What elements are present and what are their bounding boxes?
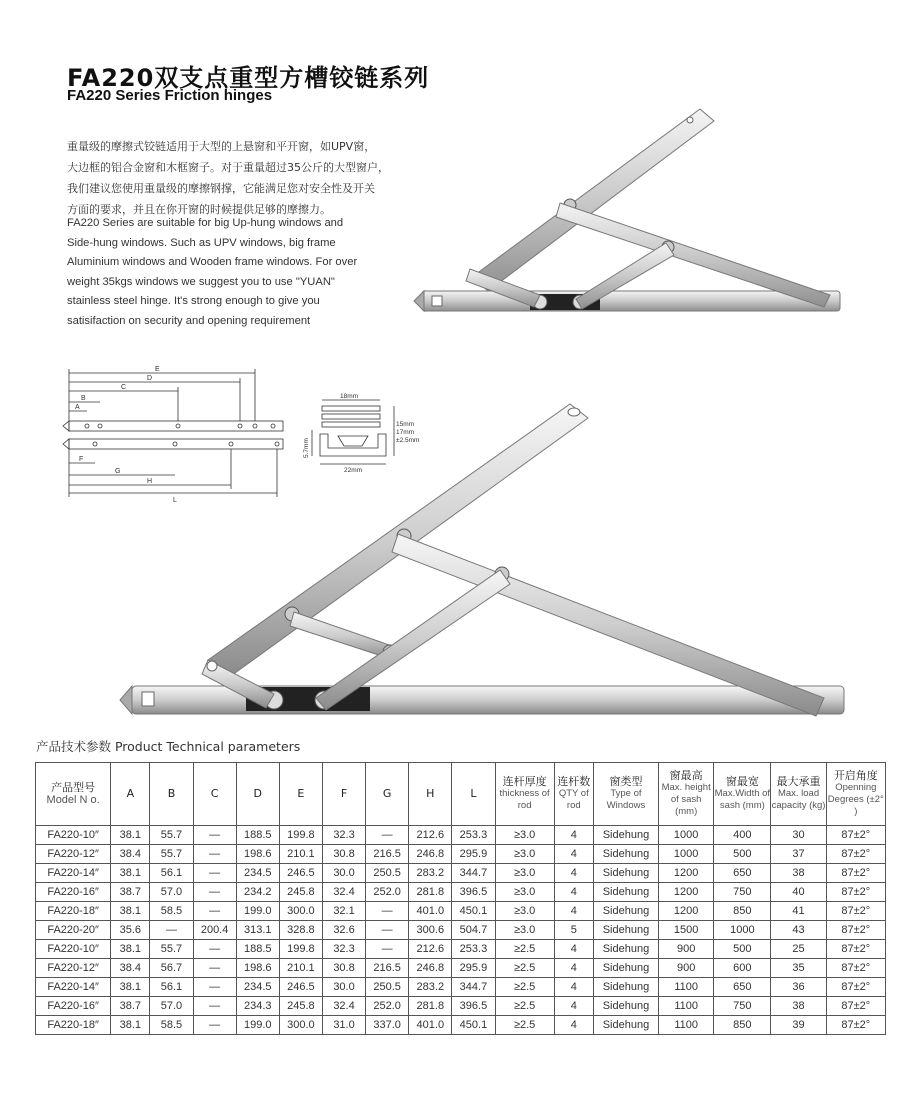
table-cell: 38.1 (111, 864, 150, 883)
table-cell: 450.1 (452, 902, 495, 921)
table-cell: — (193, 959, 236, 978)
table-cell: 38.7 (111, 883, 150, 902)
table-cell: 313.1 (236, 921, 279, 940)
table-cell: 87±2° (826, 826, 885, 845)
table-cell: 1100 (659, 1016, 714, 1035)
header-d (236, 763, 279, 826)
table-cell: ≥2.5 (495, 978, 554, 997)
table-cell: 30.8 (322, 959, 365, 978)
table-cell: 650 (714, 864, 771, 883)
table-cell: 750 (714, 883, 771, 902)
header-en: Max. height of sash (mm) (661, 782, 711, 817)
table-cell: 400 (714, 826, 771, 845)
header-max-width (714, 763, 771, 826)
table-cell: 234.3 (236, 997, 279, 1016)
table-cell: 1500 (659, 921, 714, 940)
table-cell: FA220-18″ (36, 902, 111, 921)
table-cell: 401.0 (409, 902, 452, 921)
table-cell: 4 (554, 997, 593, 1016)
table-cell: 87±2° (826, 883, 885, 902)
table-row (36, 883, 886, 902)
table-cell: 87±2° (826, 978, 885, 997)
table-cell: 37 (771, 845, 826, 864)
table-cell: 32.1 (322, 902, 365, 921)
table-cell: 504.7 (452, 921, 495, 940)
header-en: Openning Degrees (±2° ) (827, 782, 884, 817)
table-cell: Sidehung (593, 864, 658, 883)
header-cn: G (382, 787, 392, 800)
table-cell: — (193, 940, 236, 959)
table-cell: 57.0 (150, 997, 193, 1016)
profile-label-18mm: 18mm (340, 393, 359, 400)
table-cell: FA220-10″ (36, 826, 111, 845)
table-cell: 199.8 (279, 940, 322, 959)
profile-label-15mm: 15mm (396, 421, 415, 428)
table-cell: 199.0 (236, 902, 279, 921)
table-cell: 38.1 (111, 826, 150, 845)
table-cell: — (193, 845, 236, 864)
intro-en-line: Aluminium windows and Wooden frame windows. For over (67, 256, 358, 268)
table-cell: — (193, 978, 236, 997)
table-cell: 281.8 (409, 883, 452, 902)
table-cell: Sidehung (593, 902, 658, 921)
table-cell: FA220-14″ (36, 978, 111, 997)
table-cell: 283.2 (409, 864, 452, 883)
table-cell: 216.5 (366, 845, 409, 864)
header-c (193, 763, 236, 826)
table-cell: 38.1 (111, 940, 150, 959)
table-cell: 850 (714, 902, 771, 921)
table-cell: 198.6 (236, 959, 279, 978)
table-cell: 38.1 (111, 902, 150, 921)
profile-label-tolerance: ±2.5mm (396, 437, 420, 444)
table-cell: Sidehung (593, 978, 658, 997)
dim-label-d: D (147, 375, 153, 382)
header-en: thickness of rod (499, 788, 550, 811)
table-cell: 57.0 (150, 883, 193, 902)
dim-label-g: G (115, 468, 121, 475)
table-cell: 32.4 (322, 997, 365, 1016)
table-cell: 25 (771, 940, 826, 959)
header-l (452, 763, 495, 826)
header-cn: 开启角度 (833, 769, 878, 782)
hinge-photo-small (410, 95, 850, 335)
header-cn: 产品型号 (51, 781, 96, 794)
dim-label-e: E (155, 366, 160, 373)
table-cell: — (193, 1016, 236, 1035)
table-cell: 500 (714, 940, 771, 959)
dim-label-b: B (81, 395, 86, 402)
table-cell: 234.2 (236, 883, 279, 902)
table-cell: Sidehung (593, 997, 658, 1016)
table-cell: 246.8 (409, 845, 452, 864)
intro-cn-line: 大边框的铝合金窗和木框窗子。对于重量超过35公斤的大型窗户， (67, 161, 389, 174)
intro-cn-line: 重量级的摩擦式铰链适用于大型的上悬窗和平开窗，如UPV窗， (67, 140, 376, 153)
table-cell: 4 (554, 883, 593, 902)
table-cell: 283.2 (409, 978, 452, 997)
header-en: Max. load capacity (kg) (771, 788, 826, 811)
header-cn: 窗最宽 (725, 775, 759, 788)
table-cell: 4 (554, 845, 593, 864)
table-cell: Sidehung (593, 845, 658, 864)
header-rod-qty (554, 763, 593, 826)
header-cn: A (126, 787, 135, 800)
table-cell: 31.0 (322, 1016, 365, 1035)
table-cell: 500 (714, 845, 771, 864)
table-cell: 396.5 (452, 997, 495, 1016)
intro-english (67, 214, 412, 331)
table-cell: 450.1 (452, 1016, 495, 1035)
table-cell: 30.0 (322, 864, 365, 883)
header-max-height (659, 763, 714, 826)
table-cell: ≥3.0 (495, 902, 554, 921)
table-cell: 212.6 (409, 940, 452, 959)
header-max-load (771, 763, 826, 826)
table-cell: 30 (771, 826, 826, 845)
table-cell: 188.5 (236, 940, 279, 959)
header-b (150, 763, 193, 826)
table-cell: 38.1 (111, 1016, 150, 1035)
table-cell: 39 (771, 1016, 826, 1035)
table-cell: 234.5 (236, 978, 279, 997)
table-cell: ≥2.5 (495, 1016, 554, 1035)
dim-label-c: C (121, 384, 127, 391)
table-cell: Sidehung (593, 940, 658, 959)
table-cell: 32.4 (322, 883, 365, 902)
header-opening-degrees (826, 763, 885, 826)
table-cell: 35.6 (111, 921, 150, 940)
table-cell: 40 (771, 883, 826, 902)
table-cell: 55.7 (150, 826, 193, 845)
header-en: Type of Windows (606, 788, 646, 811)
table-cell: 41 (771, 902, 826, 921)
table-cell: 216.5 (366, 959, 409, 978)
table-cell: FA220-12″ (36, 959, 111, 978)
table-cell: 4 (554, 1016, 593, 1035)
header-cn: H (426, 787, 435, 800)
table-cell: ≥2.5 (495, 959, 554, 978)
table-cell: 246.5 (279, 978, 322, 997)
header-en: Max.Width of sash (mm) (714, 788, 771, 811)
table-cell: 1000 (714, 921, 771, 940)
table-cell: 253.3 (452, 826, 495, 845)
intro-en-line: weight 35kgs windows we suggest you to use "YUAN" (67, 275, 335, 288)
dim-label-l: L (173, 497, 177, 504)
spec-table (35, 762, 886, 1035)
header-cn: D (253, 787, 262, 800)
table-cell: 850 (714, 1016, 771, 1035)
header-cn: L (470, 787, 477, 800)
header-a (111, 763, 150, 826)
table-cell: 87±2° (826, 902, 885, 921)
table-cell: 87±2° (826, 845, 885, 864)
table-cell: 30.8 (322, 845, 365, 864)
profile-label-22mm: 22mm (344, 467, 363, 474)
table-cell: 55.7 (150, 940, 193, 959)
intro-en-line: satisifaction on security and opening requirement (67, 314, 311, 327)
table-cell: 234.5 (236, 864, 279, 883)
header-cn: 连杆厚度 (502, 775, 547, 788)
header-cn: B (167, 787, 176, 800)
table-cell: 199.8 (279, 826, 322, 845)
table-row (36, 1016, 886, 1035)
table-cell: 600 (714, 959, 771, 978)
header-cn: 窗最高 (669, 769, 703, 782)
table-cell: 396.5 (452, 883, 495, 902)
table-cell: 245.8 (279, 997, 322, 1016)
table-cell: 38.4 (111, 845, 150, 864)
table-cell: 56.7 (150, 959, 193, 978)
intro-cn-line: 我们建议您使用重量级的摩擦钢撑，它能满足您对安全性及开关 (67, 182, 375, 195)
table-cell: — (366, 902, 409, 921)
table-cell: 4 (554, 826, 593, 845)
table-cell: Sidehung (593, 921, 658, 940)
table-cell: 38.4 (111, 959, 150, 978)
table-cell: 1100 (659, 997, 714, 1016)
header-e (279, 763, 322, 826)
table-cell: — (193, 826, 236, 845)
table-cell: ≥2.5 (495, 940, 554, 959)
dim-label-a: A (75, 404, 80, 411)
header-en: QTY of rod (558, 788, 589, 811)
table-cell: 38 (771, 997, 826, 1016)
table-cell: Sidehung (593, 1016, 658, 1035)
table-cell: Sidehung (593, 883, 658, 902)
intro-cn-line: 方面的要求，并且在你开窗的时候提供足够的摩擦力。 (67, 203, 331, 216)
table-cell: 750 (714, 997, 771, 1016)
intro-en-line: FA220 Series are suitable for big Up-hung windows and (67, 217, 344, 229)
profile-label-17mm: 17mm (396, 429, 415, 436)
table-cell: 650 (714, 978, 771, 997)
table-cell: 32.6 (322, 921, 365, 940)
table-cell: FA220-20″ (36, 921, 111, 940)
table-cell: 1200 (659, 864, 714, 883)
spec-table-body (36, 826, 886, 1035)
profile-label-5-7mm: 5.7mm (303, 438, 310, 458)
intro-en-line: Side-hung windows. Such as UPV windows, big frame (67, 236, 336, 249)
table-cell: 38.1 (111, 978, 150, 997)
table-row (36, 921, 886, 940)
table-row (36, 997, 886, 1016)
header-cn: C (210, 787, 219, 800)
table-cell: 210.1 (279, 959, 322, 978)
page-title: FA220双支点重型方槽铰链系列 (67, 64, 430, 92)
table-cell: 337.0 (366, 1016, 409, 1035)
table-cell: 199.0 (236, 1016, 279, 1035)
table-cell: 58.5 (150, 1016, 193, 1035)
table-cell: ≥3.0 (495, 864, 554, 883)
table-cell: 4 (554, 864, 593, 883)
table-cell: 58.5 (150, 902, 193, 921)
table-cell: FA220-10″ (36, 940, 111, 959)
table-header-row (36, 763, 886, 826)
table-cell: 38.7 (111, 997, 150, 1016)
table-heading: 产品技术参数 Product Technical parameters (36, 739, 301, 754)
table-cell: 300.0 (279, 1016, 322, 1035)
header-cn: F (340, 787, 348, 800)
table-cell: 900 (659, 959, 714, 978)
table-cell: 4 (554, 902, 593, 921)
table-cell: — (366, 826, 409, 845)
table-row (36, 978, 886, 997)
table-cell: 246.8 (409, 959, 452, 978)
table-cell: 38 (771, 864, 826, 883)
table-cell: — (366, 940, 409, 959)
table-cell: 401.0 (409, 1016, 452, 1035)
intro-chinese (67, 136, 437, 220)
table-cell: 4 (554, 978, 593, 997)
header-en: Model N o. (46, 794, 100, 806)
table-cell: 87±2° (826, 864, 885, 883)
table-cell: 87±2° (826, 1016, 885, 1035)
table-cell: 32.3 (322, 940, 365, 959)
table-row (36, 864, 886, 883)
table-cell: 1100 (659, 978, 714, 997)
table-cell: 56.1 (150, 864, 193, 883)
header-h (409, 763, 452, 826)
table-cell: 55.7 (150, 845, 193, 864)
page-subtitle: FA220 Series Friction hinges (67, 87, 273, 104)
table-cell: 1200 (659, 902, 714, 921)
table-cell: 252.0 (366, 883, 409, 902)
table-cell: 300.6 (409, 921, 452, 940)
table-cell: ≥3.0 (495, 921, 554, 940)
table-cell: 300.0 (279, 902, 322, 921)
table-cell: FA220-18″ (36, 1016, 111, 1035)
hinge-photo-large (112, 398, 852, 728)
table-cell: 246.5 (279, 864, 322, 883)
table-cell: 4 (554, 940, 593, 959)
table-cell: 295.9 (452, 959, 495, 978)
table-row (36, 826, 886, 845)
table-cell: 1000 (659, 845, 714, 864)
table-row (36, 959, 886, 978)
table-cell: ≥3.0 (495, 883, 554, 902)
table-cell: 295.9 (452, 845, 495, 864)
table-cell: 245.8 (279, 883, 322, 902)
table-cell: 87±2° (826, 921, 885, 940)
table-cell: 87±2° (826, 997, 885, 1016)
table-cell: 328.8 (279, 921, 322, 940)
header-f (322, 763, 365, 826)
header-model (36, 763, 111, 826)
table-cell: FA220-14″ (36, 864, 111, 883)
table-cell: 250.5 (366, 864, 409, 883)
table-cell: 56.1 (150, 978, 193, 997)
table-cell: 35 (771, 959, 826, 978)
header-cn: E (297, 787, 305, 800)
intro-en-line: stainless steel hinge. It's strong enough to give you (67, 295, 320, 307)
table-cell: Sidehung (593, 959, 658, 978)
table-row (36, 845, 886, 864)
table-row (36, 940, 886, 959)
table-cell: ≥3.0 (495, 845, 554, 864)
table-cell: ≥3.0 (495, 826, 554, 845)
header-cn: 连杆数 (557, 775, 591, 788)
table-cell: 250.5 (366, 978, 409, 997)
table-cell: — (150, 921, 193, 940)
table-cell: 43 (771, 921, 826, 940)
dim-label-f: F (79, 456, 84, 463)
table-cell: 200.4 (193, 921, 236, 940)
table-cell: — (193, 902, 236, 921)
header-window-type (593, 763, 658, 826)
table-cell: FA220-16″ (36, 997, 111, 1016)
table-cell: 344.7 (452, 978, 495, 997)
header-cn: 最大承重 (776, 775, 821, 788)
table-cell: 253.3 (452, 940, 495, 959)
table-cell: FA220-16″ (36, 883, 111, 902)
table-cell: FA220-12″ (36, 845, 111, 864)
table-cell: 36 (771, 978, 826, 997)
header-cn: 窗类型 (609, 775, 643, 788)
table-cell: Sidehung (593, 826, 658, 845)
dim-label-h: H (147, 478, 153, 485)
table-cell: 87±2° (826, 940, 885, 959)
table-cell: ≥2.5 (495, 997, 554, 1016)
table-cell: 32.3 (322, 826, 365, 845)
table-cell: 4 (554, 959, 593, 978)
table-row (36, 902, 886, 921)
table-cell: 198.6 (236, 845, 279, 864)
header-rod-thickness (495, 763, 554, 826)
table-cell: 1000 (659, 826, 714, 845)
table-cell: 252.0 (366, 997, 409, 1016)
table-cell: — (366, 921, 409, 940)
table-cell: 900 (659, 940, 714, 959)
table-cell: 212.6 (409, 826, 452, 845)
table-cell: 281.8 (409, 997, 452, 1016)
header-g (366, 763, 409, 826)
table-cell: 30.0 (322, 978, 365, 997)
table-cell: 5 (554, 921, 593, 940)
table-cell: 87±2° (826, 959, 885, 978)
table-cell: 1200 (659, 883, 714, 902)
table-cell: — (193, 883, 236, 902)
table-cell: 344.7 (452, 864, 495, 883)
table-cell: — (193, 864, 236, 883)
table-cell: 210.1 (279, 845, 322, 864)
table-cell: 188.5 (236, 826, 279, 845)
table-cell: — (193, 997, 236, 1016)
